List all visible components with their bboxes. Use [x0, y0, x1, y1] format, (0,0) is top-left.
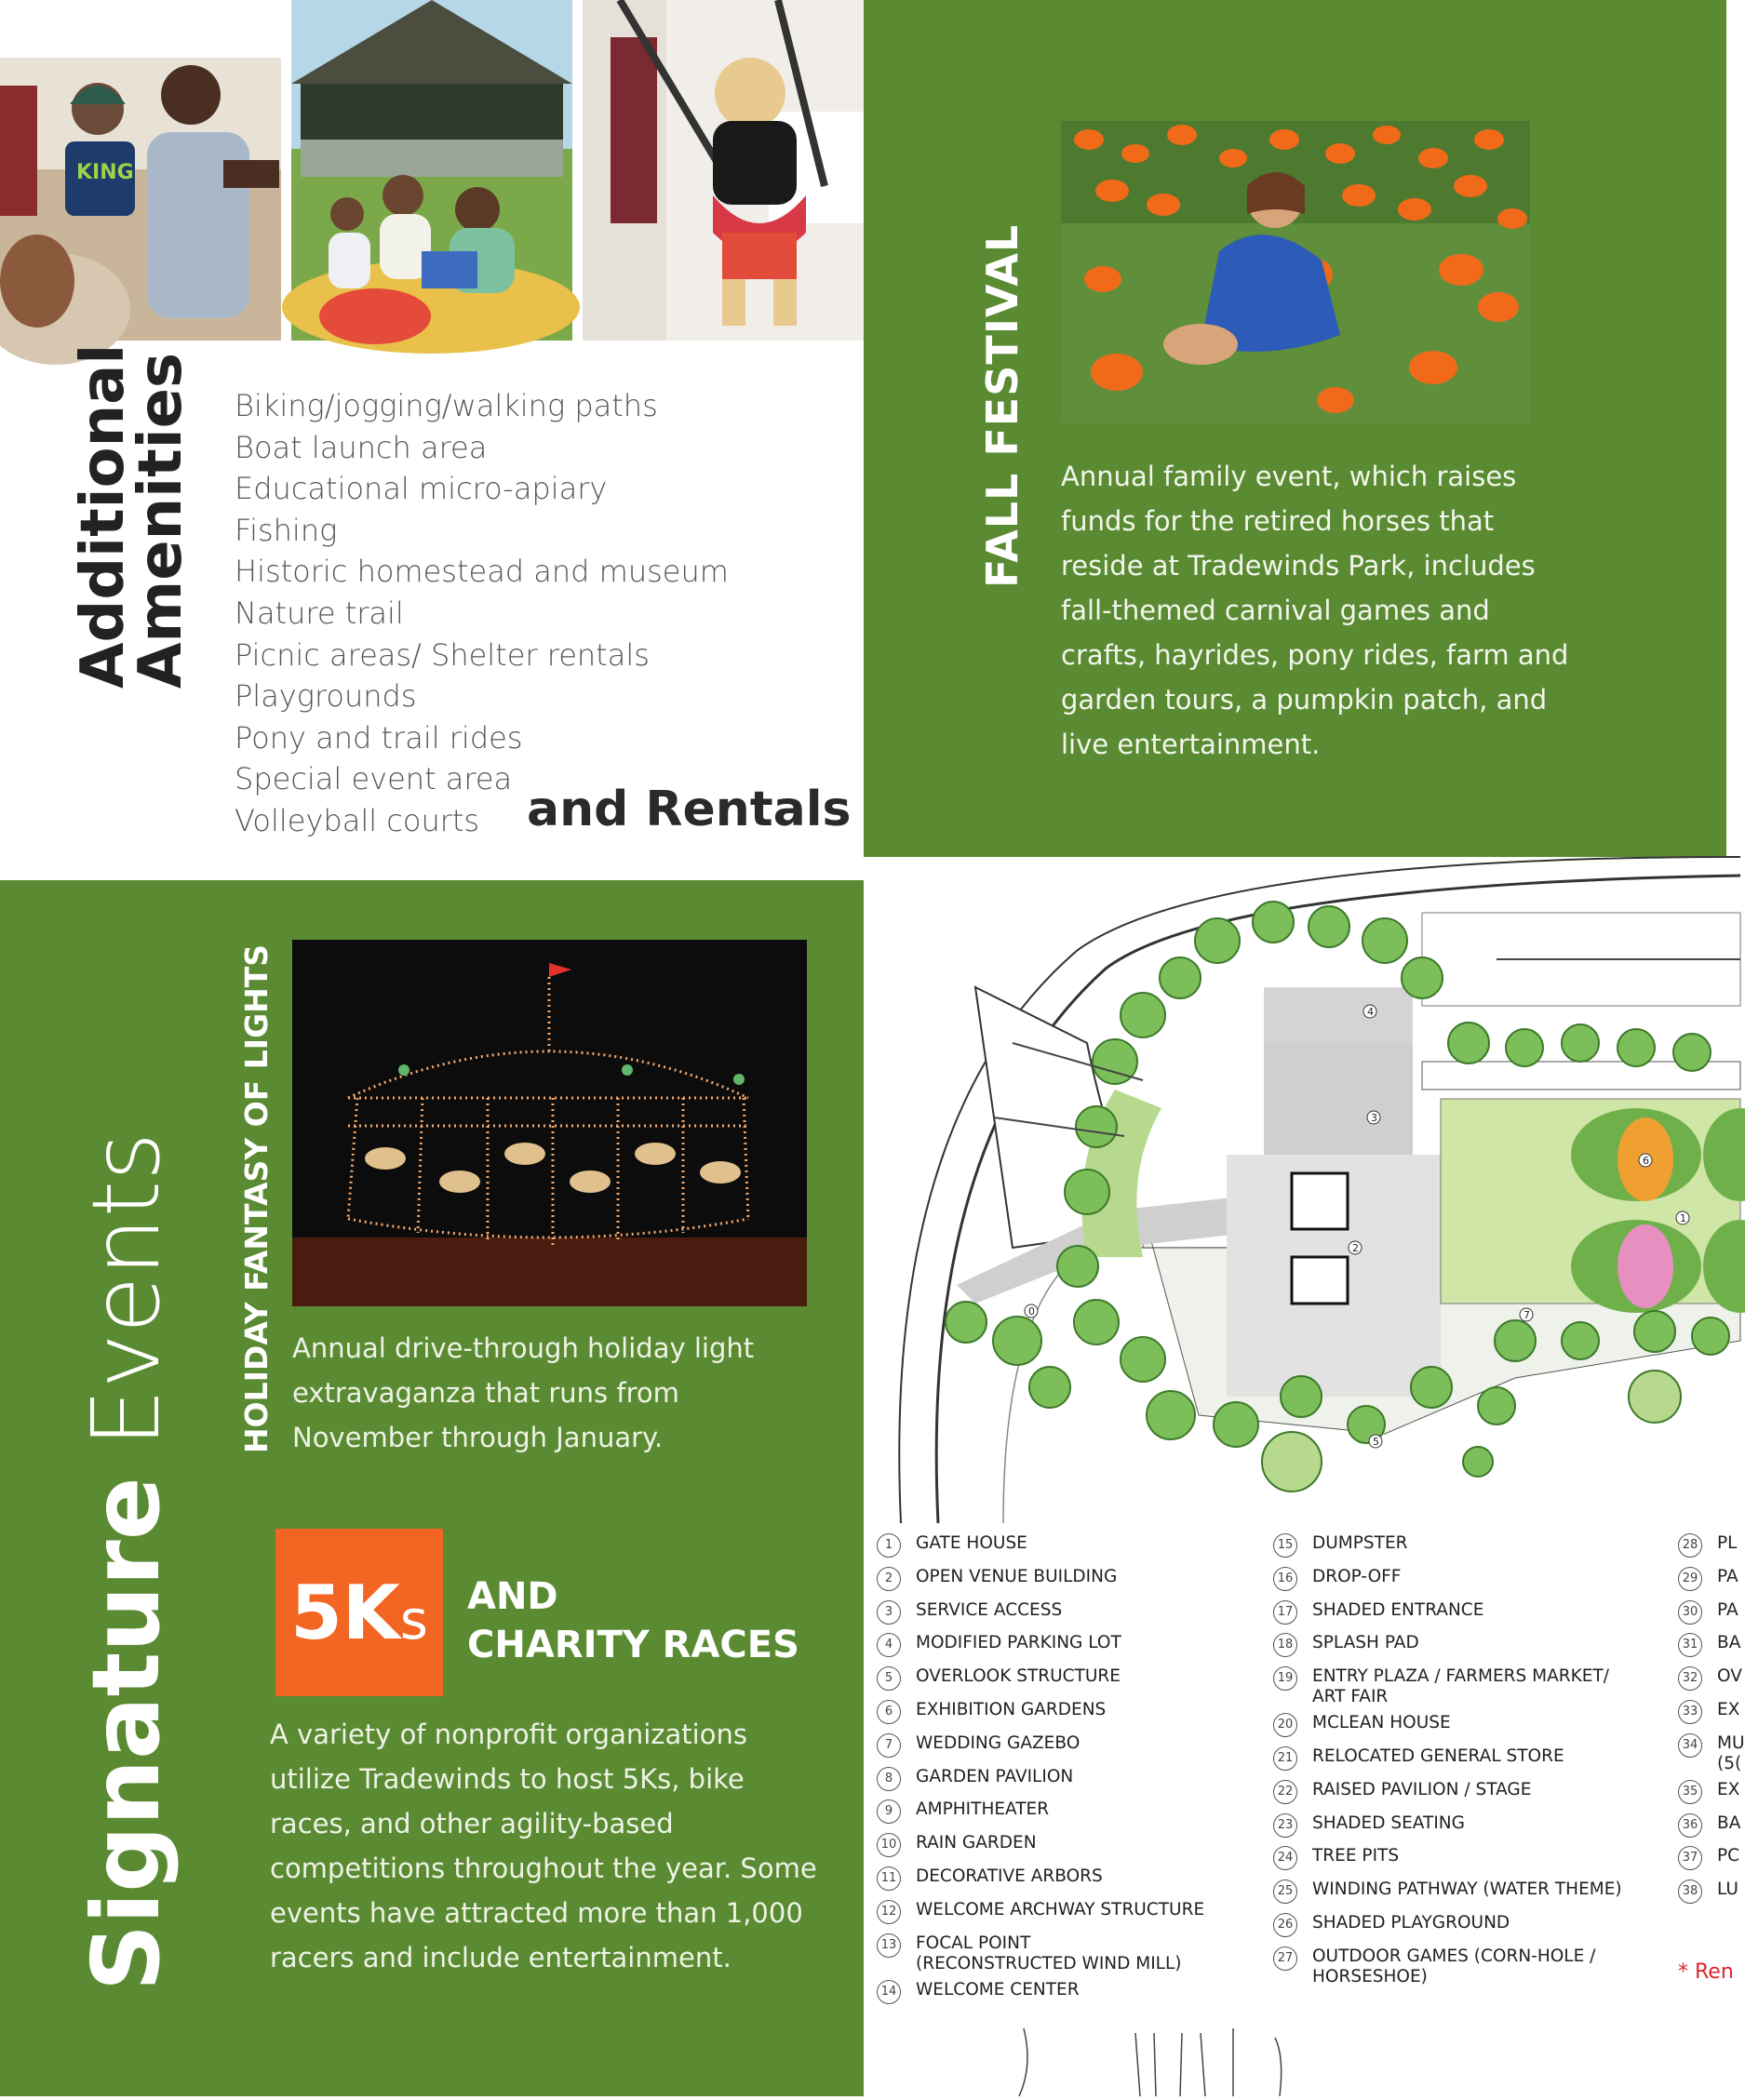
- legend-item: [877, 1733, 1204, 1767]
- legend-item: [1678, 1733, 1745, 1780]
- legend-label: RAIN GARDEN: [916, 1833, 1037, 1853]
- swing-photo: [583, 0, 864, 341]
- legend-label: WINDING PATHWAY (WATER THEME): [1312, 1879, 1622, 1900]
- bottom-sketch-lines: [1005, 2028, 1303, 2096]
- legend-number-icon: 26: [1273, 1913, 1297, 1937]
- legend-label: LU: [1717, 1879, 1738, 1900]
- legend-item: [877, 1799, 1204, 1833]
- legend-number-icon: 19: [1273, 1666, 1297, 1691]
- legend-item: [1273, 1780, 1622, 1813]
- legend-label: SERVICE ACCESS: [916, 1599, 1063, 1620]
- legend-number-icon: 10: [877, 1833, 901, 1857]
- site-plan-map: [864, 857, 1740, 1523]
- signature-title-bold: Signature: [72, 1477, 181, 1991]
- legend-item: [877, 1666, 1204, 1700]
- legend-number-icon: 7: [877, 1733, 901, 1758]
- legend-label: RELOCATED GENERAL STORE: [1312, 1746, 1564, 1766]
- legend-label-continued: HORSESHOE): [1312, 1966, 1428, 1986]
- legend-label: SPLASH PAD: [1312, 1633, 1419, 1653]
- legend-item: [877, 1866, 1204, 1900]
- legend-label-continued: (5(: [1717, 1753, 1742, 1773]
- legend-label: DUMPSTER: [1312, 1533, 1408, 1553]
- legend-number-icon: 20: [1273, 1713, 1297, 1737]
- amenity-item: Biking/jogging/walking paths: [235, 388, 658, 423]
- legend-number-icon: 3: [877, 1600, 901, 1625]
- legend-label: EX: [1717, 1699, 1740, 1719]
- amenity-item: Fishing: [235, 512, 338, 548]
- legend-number-icon: 32: [1678, 1666, 1702, 1691]
- legend-label: SHADED SEATING: [1312, 1812, 1465, 1833]
- legend-number-icon: 4: [877, 1633, 901, 1657]
- legend-item: [877, 1600, 1204, 1634]
- signature-events-title: [72, 1131, 181, 1991]
- legend-label-continued: ART FAIR: [1312, 1687, 1389, 1707]
- legend-item: [1273, 1846, 1622, 1879]
- legend-label: MU: [1717, 1732, 1745, 1753]
- legend-item: [877, 1700, 1204, 1733]
- legend-number-icon: 14: [877, 1980, 901, 2004]
- amenities-title: [69, 343, 195, 689]
- legend-number-icon: 15: [1273, 1533, 1297, 1558]
- svg-text:0: 0: [1028, 1305, 1035, 1318]
- legend-label: AMPHITHEATER: [916, 1799, 1050, 1820]
- legend-label-continued: (RECONSTRUCTED WIND MILL): [916, 1953, 1182, 1973]
- legend-label: BA: [1717, 1633, 1741, 1653]
- legend-number-icon: 2: [877, 1567, 901, 1591]
- legend-label: FOCAL POINT: [916, 1933, 1031, 1953]
- amenity-item: Picnic areas/ Shelter rentals: [235, 636, 650, 673]
- amenity-item: Educational micro-apiary: [235, 471, 608, 507]
- legend-label: SHADED PLAYGROUND: [1312, 1912, 1510, 1933]
- legend-label: PA: [1717, 1599, 1738, 1620]
- amenity-item: Nature trail: [235, 595, 404, 631]
- legend-item: [1273, 1633, 1622, 1666]
- legend-number-icon: 35: [1678, 1780, 1702, 1804]
- legend-item: [1273, 1813, 1622, 1847]
- svg-text:2: 2: [1352, 1242, 1359, 1254]
- legend-label: GATE HOUSE: [916, 1533, 1027, 1553]
- legend-item: [1273, 1746, 1622, 1780]
- legend-label: WELCOME CENTER: [916, 1979, 1080, 2000]
- pony-ride-photo: [0, 58, 281, 341]
- legend-label: WELCOME ARCHWAY STRUCTURE: [916, 1899, 1205, 1919]
- legend-number-icon: 11: [877, 1866, 901, 1891]
- legend-label: PL: [1717, 1533, 1738, 1553]
- picnic-pavilion-photo: [291, 0, 572, 341]
- legend-item: [877, 1933, 1204, 1980]
- legend-label: PC: [1717, 1846, 1740, 1866]
- legend-label: MODIFIED PARKING LOT: [916, 1633, 1121, 1653]
- legend-label: DECORATIVE ARBORS: [916, 1866, 1103, 1886]
- legend-item: [877, 1633, 1204, 1666]
- races-heading-line2: CHARITY RACES: [467, 1624, 799, 1666]
- legend-label: PA: [1717, 1566, 1738, 1586]
- amenity-item: Historic homestead and museum: [235, 554, 729, 590]
- amenity-item: Pony and trail rides: [235, 719, 523, 756]
- races-heading: [467, 1572, 799, 1669]
- legend-number-icon: 21: [1273, 1746, 1297, 1771]
- holiday-lights-description: Annual drive-through holiday light extravaganza that runs from November through January.: [292, 1332, 755, 1453]
- amenity-item: Playgrounds: [235, 678, 417, 715]
- legend-label: WEDDING GAZEBO: [916, 1732, 1081, 1753]
- legend-item: [1273, 1946, 1622, 1993]
- svg-text:3: 3: [1371, 1112, 1377, 1124]
- 5k-badge-main: 5K: [290, 1569, 400, 1656]
- legend-number-icon: 30: [1678, 1600, 1702, 1625]
- legend-label: OVERLOOK STRUCTURE: [916, 1666, 1121, 1687]
- amenities-title-line1: Additional: [69, 343, 138, 689]
- legend-number-icon: 1: [877, 1533, 901, 1558]
- legend-label: MCLEAN HOUSE: [1312, 1713, 1451, 1733]
- amenity-item: Volleyball courts: [235, 802, 480, 838]
- rentals-heading: and Rentals: [527, 782, 852, 837]
- legend-number-icon: 18: [1273, 1633, 1297, 1657]
- legend-item: [877, 1567, 1204, 1600]
- legend-number-icon: 28: [1678, 1533, 1702, 1558]
- 5k-badge: [275, 1529, 443, 1696]
- legend-item: [1678, 1846, 1745, 1879]
- amenities-list: [235, 385, 729, 842]
- legend-item: [1678, 1533, 1745, 1567]
- races-heading-line1: AND: [467, 1575, 558, 1618]
- svg-text:6: 6: [1643, 1155, 1649, 1167]
- legend-item: [1678, 1780, 1745, 1813]
- races-description: A variety of nonprofit organizations utilize Tradewinds to host 5Ks, bike races, and other agility-based competitions throughout the year. Some events have attracted more than 1,000 racers and include entertainment.: [270, 1719, 817, 1973]
- legend-number-icon: 36: [1678, 1813, 1702, 1838]
- svg-text:5: 5: [1373, 1436, 1379, 1448]
- legend-item: [1678, 1633, 1745, 1666]
- legend-number-icon: 24: [1273, 1846, 1297, 1870]
- legend-number-icon: 37: [1678, 1846, 1702, 1870]
- holiday-lights-title: HOLIDAY FANTASY OF LIGHTS: [238, 943, 275, 1453]
- legend-item: [1273, 1533, 1622, 1567]
- legend-number-icon: 29: [1678, 1567, 1702, 1591]
- legend-item: [1678, 1879, 1745, 1913]
- legend-number-icon: 31: [1678, 1633, 1702, 1657]
- legend-number-icon: 25: [1273, 1879, 1297, 1904]
- legend-number-icon: 22: [1273, 1780, 1297, 1804]
- legend-item: [877, 1900, 1204, 1933]
- legend-label: BA: [1717, 1812, 1741, 1833]
- legend-item: [1678, 1600, 1745, 1634]
- legend-number-icon: 16: [1273, 1567, 1297, 1591]
- legend-item: [1273, 1666, 1622, 1713]
- fall-festival-title: FALL FESTIVAL: [977, 223, 1027, 588]
- legend-label: TREE PITS: [1312, 1846, 1400, 1866]
- pumpkin-patch-photo: [1061, 121, 1530, 423]
- legend-item: [877, 1533, 1204, 1567]
- legend-number-icon: 33: [1678, 1700, 1702, 1724]
- legend-label: RAISED PAVILION / STAGE: [1312, 1779, 1532, 1799]
- legend-number-icon: 8: [877, 1767, 901, 1791]
- legend-label: OPEN VENUE BUILDING: [916, 1566, 1118, 1586]
- legend-item: [1273, 1713, 1622, 1746]
- legend-item: [1678, 1567, 1745, 1600]
- legend-label: OUTDOOR GAMES (CORN-HOLE /: [1312, 1946, 1596, 1966]
- svg-text:1: 1: [1680, 1212, 1686, 1224]
- legend-number-icon: 17: [1273, 1600, 1297, 1625]
- legend-number-icon: 6: [877, 1700, 901, 1724]
- legend-number-icon: 13: [877, 1933, 901, 1958]
- legend-item: [1678, 1700, 1745, 1733]
- legend-number-icon: 12: [877, 1900, 901, 1924]
- legend-label: OV: [1717, 1666, 1742, 1687]
- site-plan-note: * Ren: [1678, 1960, 1734, 1984]
- amenities-title-line2: Amenities: [127, 352, 195, 689]
- legend-number-icon: 38: [1678, 1879, 1702, 1904]
- legend-number-icon: 27: [1273, 1946, 1297, 1971]
- site-plan-legend-col2: [1273, 1533, 1622, 1993]
- site-plan-legend-col3: [1678, 1533, 1745, 1913]
- legend-label: ENTRY PLAZA / FARMERS MARKET/: [1312, 1666, 1609, 1687]
- amenity-item: Boat launch area: [235, 429, 488, 465]
- legend-item: [1273, 1913, 1622, 1946]
- legend-item: [877, 1980, 1204, 2013]
- legend-number-icon: 5: [877, 1666, 901, 1691]
- signature-title-light: Events: [72, 1131, 181, 1448]
- legend-item: [877, 1767, 1204, 1800]
- legend-label: SHADED ENTRANCE: [1312, 1599, 1484, 1620]
- legend-item: [877, 1833, 1204, 1866]
- legend-item: [1273, 1567, 1622, 1600]
- svg-text:4: 4: [1367, 1006, 1374, 1018]
- legend-number-icon: 9: [877, 1799, 901, 1824]
- carousel-lights-photo: [292, 940, 807, 1306]
- amenity-item: Special event area: [235, 761, 513, 797]
- legend-item: [1273, 1600, 1622, 1634]
- legend-number-icon: 23: [1273, 1813, 1297, 1838]
- legend-label: GARDEN PAVILION: [916, 1766, 1074, 1786]
- site-plan-legend-col1: [877, 1533, 1204, 2013]
- legend-label: EXHIBITION GARDENS: [916, 1699, 1107, 1719]
- legend-number-icon: 34: [1678, 1733, 1702, 1758]
- legend-label: EX: [1717, 1779, 1740, 1799]
- fall-festival-description: Annual family event, which raises funds for the retired horses that reside at Tradewinds Park, includes fall-themed carnival games and crafts, hayrides, pony rides, farm and garden tours, a pumpkin patch, and live entertainment.: [1061, 461, 1569, 760]
- svg-text:7: 7: [1524, 1309, 1530, 1321]
- legend-item: [1678, 1813, 1745, 1847]
- legend-item: [1678, 1666, 1745, 1700]
- legend-label: DROP-OFF: [1312, 1566, 1402, 1586]
- legend-item: [1273, 1879, 1622, 1913]
- 5k-badge-suffix: s: [399, 1588, 428, 1652]
- shirt-text: KING: [76, 161, 134, 184]
